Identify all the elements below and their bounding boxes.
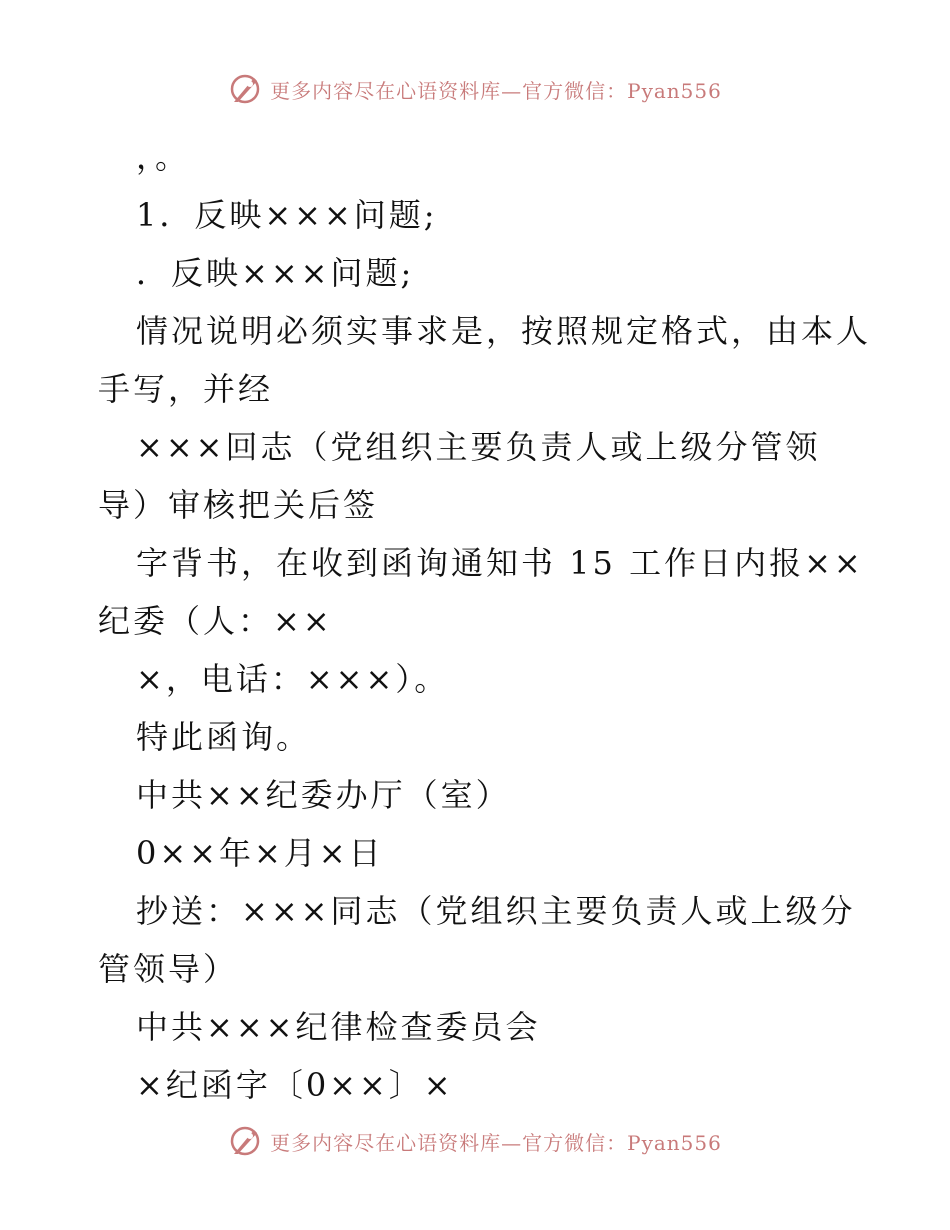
watermark-header [0, 72, 950, 106]
text-line: 0××年×月×日 [136, 834, 384, 872]
text-line: 中共×××纪律检查委员会 [136, 1008, 541, 1046]
text-line: 字背书，在收到函询通知书 15 工作日内报×× [136, 544, 864, 582]
text-line: 情况说明必须实事求是，按照规定格式，由本人 [136, 312, 872, 350]
text-line: ×纪函字〔0××〕× [136, 1066, 454, 1104]
quill-logo-icon [228, 1124, 262, 1158]
watermark-text: 更多内容尽在心语资料库—官方微信：Pyan556 [270, 78, 722, 103]
text-line: ×××回志（党组织主要负责人或上级分管领 [136, 428, 821, 466]
quill-logo-icon [228, 72, 262, 106]
text-line: 纪委（人：×× [98, 602, 333, 640]
document-body [98, 128, 872, 1114]
watermark-footer [0, 1124, 950, 1158]
text-line: 导）审核把关后签 [98, 486, 379, 524]
watermark-text: 更多内容尽在心语资料库—官方微信：Pyan556 [270, 1130, 722, 1155]
text-line: 手写，并经 [98, 370, 274, 408]
text-line: 中共××纪委办厅（室） [136, 776, 511, 814]
text-line: 特此函询。 [136, 718, 312, 756]
text-line: ．反映×××问题; [136, 254, 415, 292]
text-line: 抄送：×××同志（党组织主要负责人或上级分 [136, 892, 856, 930]
text-line: ×，电话：×××）。 [136, 660, 450, 698]
text-line: 管领导） [98, 950, 239, 988]
text-line: 1．反映×××问题; [136, 196, 438, 234]
text-line: ，。 [136, 138, 191, 176]
